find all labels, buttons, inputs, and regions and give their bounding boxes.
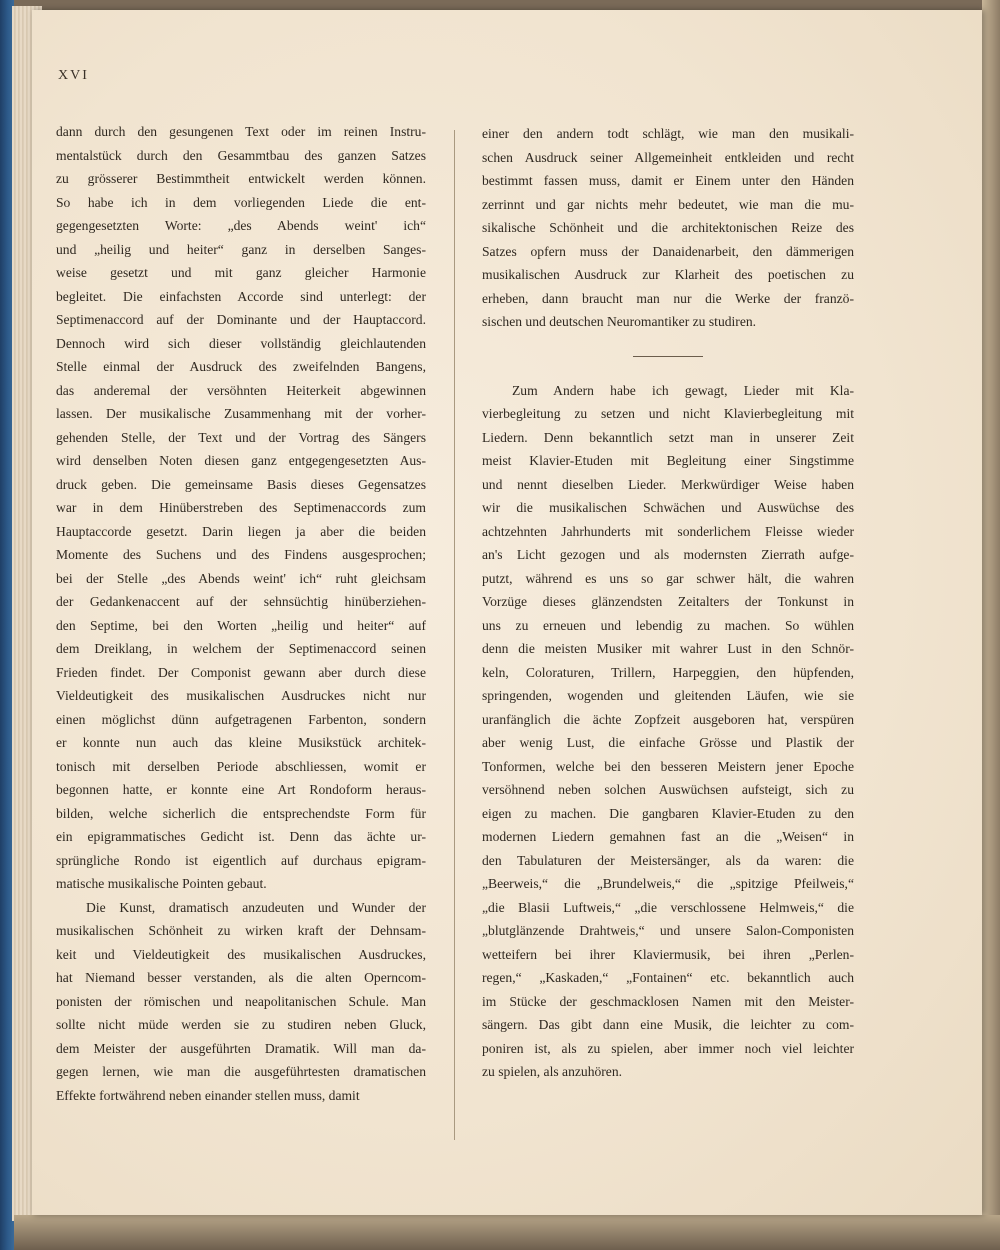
text-line: Die Kunst, dramatisch anzudeuten und Wunder der	[86, 899, 426, 915]
text-line: den Septime, bei den Worten „heilig und heiter“ auf	[56, 617, 426, 633]
text-line: meist Klavier-Etuden mit Begleitung einer Singstimme	[482, 453, 854, 468]
text-line: zu spielen, als anzuhören.	[482, 1064, 623, 1079]
text-line: wetteifern bei ihrer Klaviermusik, bei ihren „Perlen-	[482, 946, 854, 962]
left-column	[56, 120, 426, 1107]
text-line: erheben, dann braucht man nur die Werke der franzö-	[482, 290, 854, 306]
text-line: wird denselben Noten diesen ganz entgegengesetzten Aus-	[56, 453, 426, 468]
text-line: eigen zu machen. Die gangbaren Klavier-Etuden zu den	[482, 805, 854, 821]
text-line: uns zu erneuen und lebendig zu machen. So wühlen	[482, 617, 854, 633]
text-line: Vieldeutigkeit des musikalischen Ausdruckes nicht nur	[56, 688, 426, 703]
text-line: denn die meisten Musiker mit wahrer Lust in den Schnör-	[482, 641, 854, 656]
section-separator-rule	[633, 356, 703, 357]
text-line: sischen und deutschen Neuromantiker zu studiren.	[482, 314, 757, 329]
text-line: keit und Vieldeutigkeit des musikalischen Ausdruckes,	[56, 946, 426, 962]
text-line: im Stücke der geschmacklosen Namen mit den Meister-	[482, 993, 854, 1009]
text-line: bestimmt fassen muss, damit er Einem unter den Händen	[482, 173, 854, 188]
text-line: „Beerweis,“ die „Brundelweis,“ die „spitzige Pfeilweis,“	[482, 876, 854, 891]
text-line: zu grösserer Bestimmtheit entwickelt werden können.	[56, 171, 426, 186]
text-line: bei der Stelle „des Abends weint' ich“ ruht gleichsam	[56, 570, 426, 586]
text-line: Septimenaccord auf der Dominante und der Hauptaccord.	[56, 312, 426, 327]
text-line: lassen. Der musikalische Zusammenhang mit der vorher-	[56, 406, 426, 421]
text-line: dann durch den gesungenen Text oder im reinen Instru-	[56, 124, 426, 139]
text-line: Effekte fortwährend neben einander stellen muss, damit	[56, 1087, 360, 1103]
text-line: und „heilig und heiter“ ganz in derselben Sanges-	[56, 241, 426, 257]
text-line: modernen Liedern gemahnen fast an die „Weisen“ in	[482, 829, 854, 844]
text-line: sängern. Das gibt dann eine Musik, die leichter zu com-	[482, 1017, 854, 1032]
text-line: druck geben. Die gemeinsame Basis dieses Gegensatzes	[56, 476, 426, 492]
text-line: Liedern. Denn bekanntlich setzt man in unserer Zeit	[482, 429, 854, 445]
text-line: „die Blasii Luftweis,“ „die verschlossene Helmweis,“ die	[482, 899, 854, 915]
text-line: regen,“ „Kaskaden,“ „Fontainen“ etc. bekanntlich auch	[482, 970, 854, 985]
text-line: er konnte nun auch das kleine Musikstück architek-	[56, 735, 426, 750]
text-line: keln, Coloraturen, Trillern, Harpeggien, den hüpfenden,	[482, 664, 854, 680]
text-line: ponisten der römischen und neapolitanischen Schule. Man	[56, 993, 426, 1009]
text-line: bilden, welche sicherlich die entsprechendste Form für	[56, 805, 426, 821]
text-line: springenden, wogenden und gleitenden Läufen, wie sie	[482, 688, 854, 703]
text-line: achtzehnten Jahrhunderts mit sonderlichem Fleisse wieder	[482, 523, 854, 539]
text-line: gehenden Stelle, der Text und der Vortrag des Sängers	[56, 429, 426, 445]
right-column-bottom-text	[482, 379, 854, 1084]
text-line: dem Meister der ausgeführten Dramatik. Will man da-	[56, 1040, 426, 1056]
right-column	[482, 122, 854, 1084]
text-line: Tonformen, welche bei den besseren Meistern jener Epoche	[482, 758, 854, 774]
text-line: Zum Andern habe ich gewagt, Lieder mit Kla-	[512, 382, 854, 398]
page-number: XVI	[58, 68, 89, 83]
text-line: wir die musikalischen Schwächen und Auswüchse des	[482, 500, 854, 515]
text-line: poniren ist, als zu spielen, aber immer noch viel leichter	[482, 1040, 854, 1056]
text-line: Dennoch wird sich dieser vollständig gleichlautenden	[56, 335, 426, 351]
text-line: matische musikalische Pointen gebaut.	[56, 876, 267, 891]
right-page-edge	[982, 0, 1000, 1250]
text-line: So habe ich in dem vorliegenden Liede die ent-	[56, 194, 426, 210]
text-line: putzt, während es uns so gar schwer hält, die wahren	[482, 570, 854, 586]
text-line: dem Dreiklang, in welchem der Septimenaccord seinen	[56, 641, 426, 656]
text-line: sikalische Schönheit und die architektonischen Reize des	[482, 220, 854, 235]
bottom-page-edge	[14, 1215, 1000, 1250]
text-line: einen möglichst dünn aufgetragenen Farbenton, sondern	[56, 711, 426, 727]
column-divider	[454, 130, 455, 1140]
text-line: Stelle einmal der Ausdruck des zweifelnden Bangens,	[56, 359, 426, 374]
text-line: Hauptaccorde gesetzt. Darin liegen ja aber die beiden	[56, 523, 426, 539]
text-line: das anderemal der versöhnten Heiterkeit abgewinnen	[56, 382, 426, 398]
text-line: mentalstück durch den Gesammtbau des ganzen Satzes	[56, 147, 426, 163]
text-line: den Tabulaturen der Meistersänger, als da waren: die	[482, 852, 854, 868]
text-line: tonisch mit derselben Periode abschliessen, womit er	[56, 758, 426, 774]
text-line: „blutglänzende Drahtweis,“ und unsere Salon-Componisten	[482, 923, 854, 938]
text-line: der Gedankenaccent auf der sehnsüchtig hinüberziehen-	[56, 594, 426, 609]
text-line: einer den andern todt schlägt, wie man den musikali-	[482, 126, 854, 141]
text-line: begonnen hatte, er konnte eine Art Rondoform heraus-	[56, 782, 426, 797]
text-line: gegen lernen, wie man die ausgeführtesten dramatischen	[56, 1064, 426, 1079]
text-line: begleitet. Die einfachsten Accorde sind unterlegt: der	[56, 288, 426, 304]
text-line: an's Licht gezogen und als modernsten Zierrath aufge-	[482, 547, 854, 562]
text-line: vierbegleitung zu setzen und nicht Klavierbegleitung mit	[482, 406, 854, 421]
right-column-top-text	[482, 122, 854, 334]
text-line: Satzes opfern muss der Danaidenarbeit, den dämmerigen	[482, 243, 854, 259]
text-line: Vorzüge dieses glänzendsten Zeitalters der Tonkunst in	[482, 594, 854, 609]
text-line: sprüngliche Rondo ist eigentlich auf durchaus epigram-	[56, 852, 426, 868]
text-line: aber wenig Lust, die einfache Grösse und Plastik der	[482, 735, 854, 750]
text-line: gegengesetzten Worte: „des Abends weint' ich“	[56, 218, 426, 233]
text-line: sollte nicht müde werden sie zu studiren neben Gluck,	[56, 1017, 426, 1032]
text-line: schen Ausdruck seiner Allgemeinheit entkleiden und recht	[482, 149, 854, 165]
text-line: musikalischen Ausdruck zur Klarheit des poetischen zu	[482, 267, 854, 282]
text-line: Momente des Suchens und des Findens ausgesprochen;	[56, 547, 426, 562]
text-line: musikalischen Schönheit zu wirken kraft der Dehnsam-	[56, 923, 426, 938]
text-line: zerrinnt und gar nichts mehr bedeutet, wie man die mu-	[482, 196, 854, 212]
text-line: hat Niemand besser verstanden, als die alten Operncom-	[56, 970, 426, 985]
text-line: war in dem Hinüberstreben des Septimenaccords zum	[56, 500, 426, 515]
text-line: weise gesetzt und mit ganz gleicher Harmonie	[56, 265, 426, 280]
text-line: versöhnend neben solchen Auswüchsen aufsteigt, sich zu	[482, 782, 854, 797]
text-line: und nennt dieselben Lieder. Merkwürdiger Weise haben	[482, 476, 854, 492]
text-line: ein epigrammatisches Gedicht ist. Denn das ächte ur-	[56, 829, 426, 844]
text-line: uranfänglich die ächte Zopfzeit ausgeboren hat, verspüren	[482, 711, 854, 727]
text-line: Frieden findet. Der Componist gewann aber durch diese	[56, 664, 426, 680]
